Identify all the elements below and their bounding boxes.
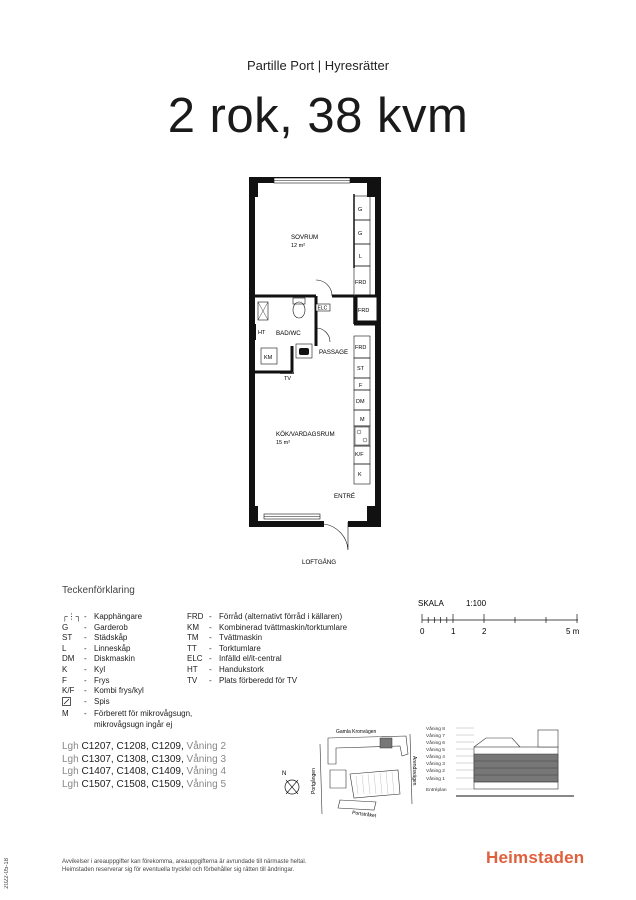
fixture-dm: DM	[356, 399, 365, 405]
legend-item: ST - Städskåp	[62, 633, 128, 643]
site-buildings	[320, 734, 412, 814]
legend-item: TM - Tvättmaskin	[187, 633, 263, 643]
floor-label: Våning 6	[426, 741, 445, 746]
legend-item: ┌⋮┐ - Kapphängare	[62, 612, 143, 621]
legend-item: K/F - Kombi frys/kyl	[62, 686, 144, 696]
fixture-frd3: FRD	[355, 345, 367, 351]
street-gamla-kronvagen: Gamla Kronvägen	[336, 729, 377, 735]
legend-item: TV - Plats förberedd för TV	[187, 675, 298, 685]
scale-tick-0: 0	[420, 627, 425, 636]
floor-plan	[236, 176, 388, 576]
scale-ratio: 1:100	[466, 599, 487, 608]
loftgang-label: LOFTGÅNG	[302, 559, 337, 566]
floor-label: Våning 4	[426, 755, 445, 760]
room-kok-name: KÖK/VARDAGSRUM	[276, 431, 335, 438]
fixture-k: K	[358, 472, 362, 478]
unit-row: Lgh C1407, C1408, C1409, Våning 4	[62, 766, 227, 777]
legend-item: L - Linneskåp	[62, 643, 131, 653]
room-kok-area: 15 m²	[276, 440, 291, 446]
disclaimer: Avvikelser i areauppgifter kan förekomma, areauppgifterna är avrundade till närmaste heltal. Heimstaden reserverar sig för eventuella tryckfel och förbehåller sig rätten till ändringar.	[62, 859, 307, 873]
legend-item: HT - Handukstork	[187, 664, 264, 674]
unit-row: Lgh C1207, C1208, C1209, Våning 2	[62, 741, 227, 752]
towel-heater	[252, 324, 256, 340]
wall-pillar	[367, 177, 381, 197]
room-sovrum-name: SOVRUM	[291, 234, 319, 241]
coat-hook-icon: ┌⋮┐	[62, 612, 82, 621]
floor-label: Våning 5	[426, 748, 445, 753]
fixture-ht: HT	[258, 330, 266, 336]
project-subtitle: Partille Port | Hyresrätter	[246, 58, 390, 73]
legend-item: KM - Kombinerad tvättmaskin/torktumlare	[187, 622, 348, 632]
street-arendsvagen: Arendsvägen	[411, 756, 417, 786]
brand-logo: Heimstaden	[486, 848, 585, 867]
scale-tick-2: 2	[482, 627, 487, 636]
room-passage-name: PASSAGE	[319, 349, 349, 356]
wall-pillar	[249, 506, 258, 527]
fixture-elc: ELC	[317, 305, 328, 312]
legend-item: F - Frys	[62, 675, 110, 685]
scale-tick-5: 5 m	[566, 627, 580, 636]
compass-label: N	[282, 771, 287, 777]
scale-tick-1: 1	[451, 627, 456, 636]
apartment-title: 2 rok, 38 kvm	[167, 89, 469, 143]
highlighted-building	[380, 738, 392, 748]
toilet	[293, 298, 305, 304]
room-sovrum-area: 12 m²	[291, 243, 306, 249]
legend-item: G - Garderob	[62, 622, 128, 632]
scale-label: SKALA	[418, 599, 444, 608]
fixture-frd2: FRD	[358, 308, 370, 314]
room-entre-name: ENTRÉ	[334, 493, 355, 500]
fixture-g2: G	[358, 231, 363, 237]
floor-label: Våning 3	[426, 762, 445, 767]
street-portgangen: Portgången	[311, 768, 317, 794]
wall-pillar	[367, 506, 381, 527]
fixture-frd1: FRD	[355, 280, 367, 286]
legend-item: - Spis	[62, 697, 214, 710]
floor-diagram	[426, 724, 576, 804]
compass-icon	[280, 768, 302, 798]
unit-list	[62, 741, 226, 791]
unit-row: Lgh C1307, C1308, C1309, Våning 3	[62, 753, 227, 765]
fixture-kf: K/F	[355, 452, 364, 458]
fixture-m: M	[360, 417, 365, 423]
scale-bar	[410, 596, 590, 640]
fixture-st: ST	[357, 366, 365, 372]
floor-label: Våning 7	[426, 734, 445, 739]
legend-item: ELC - Infälld el/it-central	[187, 654, 282, 664]
street-portstraket: Portstråket	[351, 810, 377, 820]
legend-item: FRD - Förråd (alternativt förråd i källaren)	[187, 612, 343, 621]
stove	[355, 427, 369, 445]
fixture-f: F	[359, 383, 363, 389]
floor-label: Entréplan	[426, 788, 447, 793]
legend-item: M - Förberett för mikrovågsugn, mikrovågsugn ingår ej	[62, 709, 193, 729]
legend-right	[187, 612, 347, 686]
bathroom-door	[316, 328, 330, 342]
print-date: 2022-05-18	[4, 858, 10, 889]
stove-icon	[62, 697, 84, 710]
unit-row: Lgh C1507, C1508, C1509, Våning 5	[62, 778, 227, 790]
site-plan	[306, 724, 426, 828]
bedroom-door	[316, 280, 332, 296]
legend-item: K - Kyl	[62, 664, 106, 674]
wall-pillar	[249, 177, 258, 197]
floor-label: Våning 1	[426, 777, 445, 782]
fixture-tv: TV	[284, 376, 292, 382]
fixture-g1: G	[358, 207, 363, 213]
fixture-l: L	[359, 254, 363, 260]
floor-label: Våning 8	[426, 727, 445, 732]
building-section	[456, 730, 574, 796]
floor-label: Våning 2	[426, 769, 445, 774]
room-bad-name: BAD/WC	[276, 330, 301, 337]
legend-title: Teckenförklaring	[62, 585, 135, 596]
legend-item: TT - Torktumlare	[187, 643, 261, 653]
fixture-km: KM	[264, 355, 273, 361]
legend-item: DM - Diskmaskin	[62, 654, 135, 664]
